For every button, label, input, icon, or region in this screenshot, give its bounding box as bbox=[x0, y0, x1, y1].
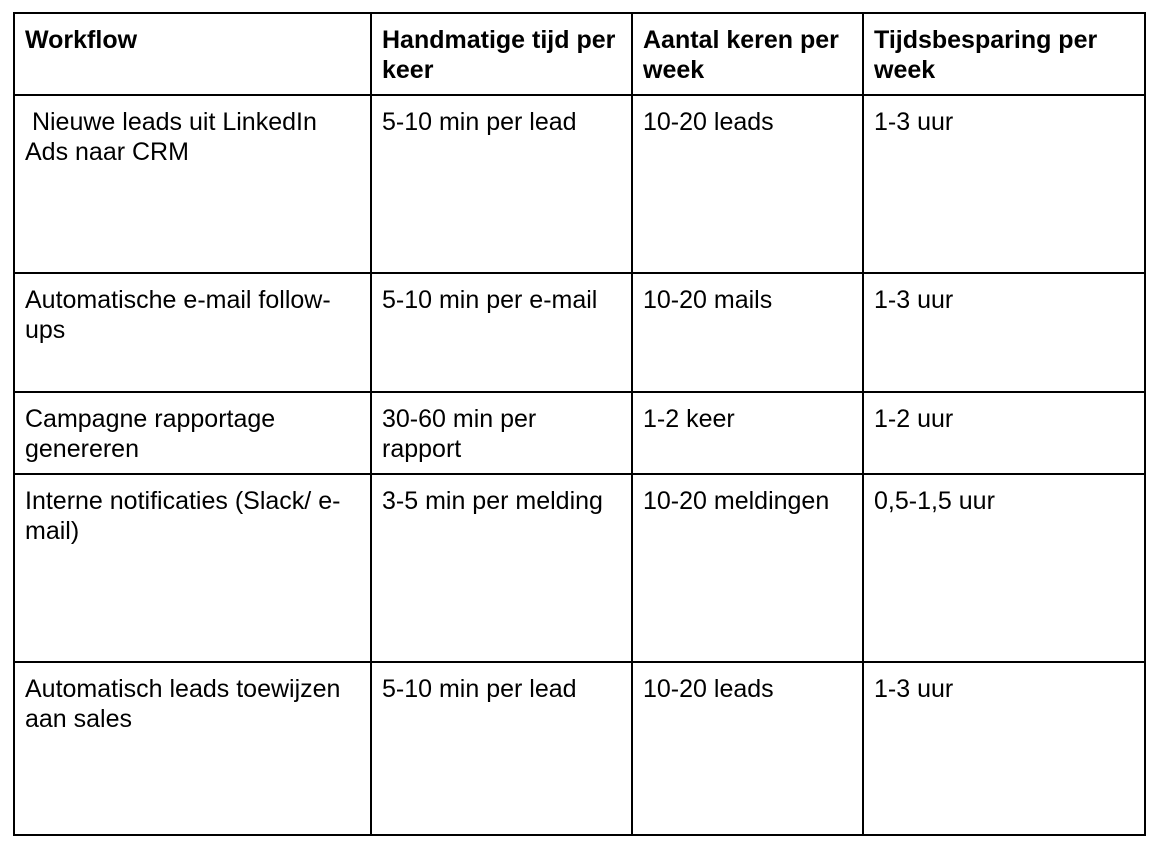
cell-manual-time: 5-10 min per lead bbox=[371, 95, 632, 273]
cell-manual-time: 5-10 min per e-mail bbox=[371, 273, 632, 392]
cell-workflow: Interne notificaties (Slack/ e-mail) bbox=[14, 474, 371, 662]
cell-time-saved: 1-2 uur bbox=[863, 392, 1145, 474]
header-workflow: Workflow bbox=[14, 13, 371, 95]
cell-manual-time: 5-10 min per lead bbox=[371, 662, 632, 835]
cell-times-per-week: 10-20 leads bbox=[632, 95, 863, 273]
cell-times-per-week: 10-20 mails bbox=[632, 273, 863, 392]
table-row bbox=[14, 273, 1145, 392]
cell-times-per-week: 1-2 keer bbox=[632, 392, 863, 474]
workflow-table bbox=[13, 12, 1146, 836]
header-row bbox=[14, 13, 1145, 95]
cell-time-saved: 1-3 uur bbox=[863, 273, 1145, 392]
table-row bbox=[14, 95, 1145, 273]
table-row bbox=[14, 662, 1145, 835]
cell-text: Nieuwe leads uit LinkedIn Ads naar CRM bbox=[25, 108, 323, 166]
cell-time-saved: 0,5-1,5 uur bbox=[863, 474, 1145, 662]
cell-times-per-week: 10-20 leads bbox=[632, 662, 863, 835]
cell-workflow: Automatische e-mail follow-ups bbox=[14, 273, 371, 392]
table-row bbox=[14, 474, 1145, 662]
header-manual-time: Handmatige tijd per keer bbox=[371, 13, 632, 95]
cell-workflow: Campagne rapportage genereren bbox=[14, 392, 371, 474]
cell-time-saved: 1-3 uur bbox=[863, 95, 1145, 273]
cell-manual-time: 3-5 min per melding bbox=[371, 474, 632, 662]
cell-time-saved: 1-3 uur bbox=[863, 662, 1145, 835]
cell-workflow: Automatisch leads toewijzen aan sales bbox=[14, 662, 371, 835]
cell-manual-time: 30-60 min per rapport bbox=[371, 392, 632, 474]
cell-workflow bbox=[14, 95, 371, 273]
header-time-saved: Tijdsbesparing per week bbox=[863, 13, 1145, 95]
cell-times-per-week: 10-20 meldingen bbox=[632, 474, 863, 662]
header-times-per-week: Aantal keren per week bbox=[632, 13, 863, 95]
table-row bbox=[14, 392, 1145, 474]
